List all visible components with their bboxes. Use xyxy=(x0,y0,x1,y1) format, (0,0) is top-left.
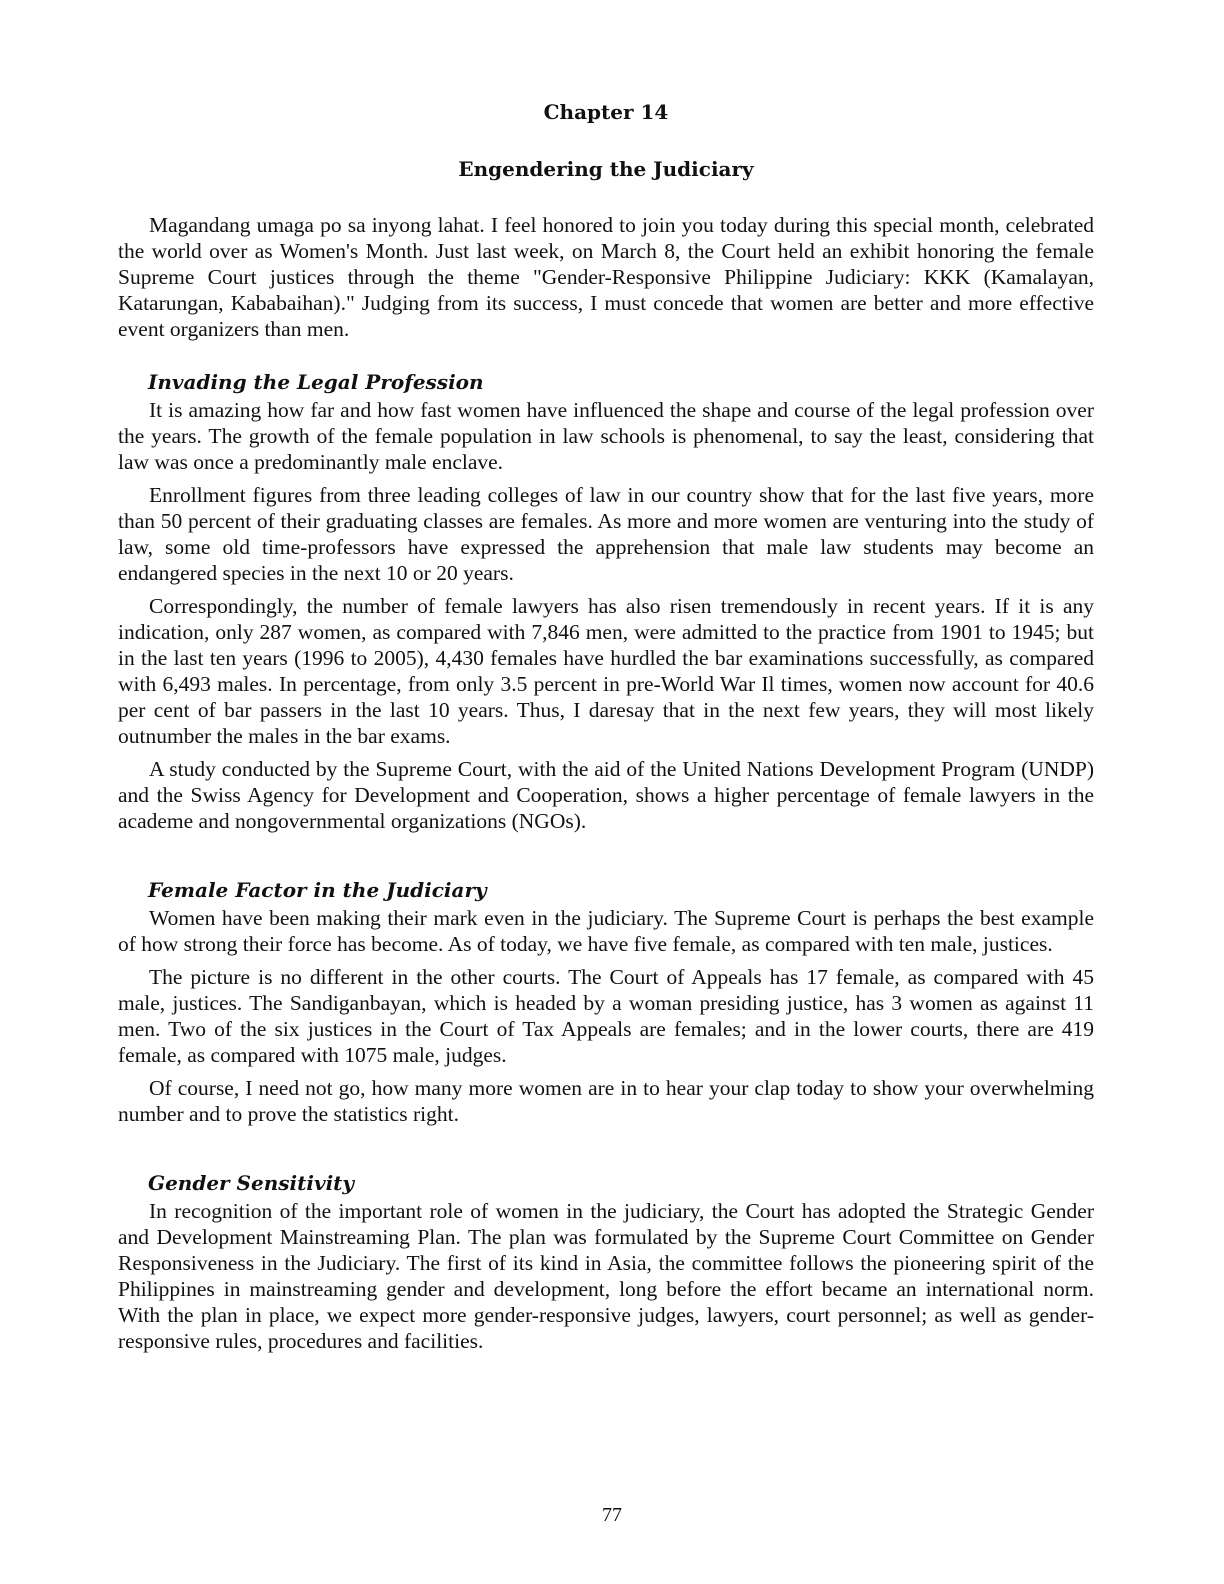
section-heading: Invading the Legal Profession xyxy=(148,370,484,394)
body-paragraph: Correspondingly, the number of female lawyers has also risen tremendously in recent years. If it is any indication, only 287 women, as compared with 7,846 men, were admitted to the practice from 1901 to 1945; but in the last ten years (1996 to 2005), 4,430 females have hurdled the bar examinations successfully, as compared with 6,493 males. In percentage, from only 3.5 percent in pre-World War Il times, women now account for 40.6 per cent of bar passers in the last 10 years. Thus, I daresay that in the next few years, they will most likely outnumber the males in the bar exams. xyxy=(118,594,1094,748)
section-heading: Gender Sensitivity xyxy=(148,1171,355,1195)
body-paragraph: Women have been making their mark even in the judiciary. The Supreme Court is perhaps the best example of how strong their force has become. As of today, we have five female, as compared with ten male, justices. xyxy=(118,906,1094,956)
section-female-factor xyxy=(118,877,1094,1127)
intro-paragraph: Magandang umaga po sa inyong lahat. I feel honored to join you today during this special month, celebrated the world over as Women's Month. Just last week, on March 8, the Court held an exhibit honoring the female Supreme Court justices through the theme "Gender-Responsive Philippine Judiciary: KKK (Kamalayan, Katarungan, Kababaihan)." Judging from its success, I must concede that women are better and more effective event organizers than men. xyxy=(118,213,1094,341)
body-paragraph: It is amazing how far and how fast women have influenced the shape and course of the legal profession over the years. The growth of the female population in law schools is phenomenal, to say the least, considering that law was once a predominantly male enclave. xyxy=(118,398,1094,474)
page-content xyxy=(118,100,1094,1361)
body-paragraph: A study conducted by the Supreme Court, with the aid of the United Nations Development Program (UNDP) and the Swiss Agency for Development and Cooperation, shows a higher percentage of female lawyers in the academe and nongovernmental organizations (NGOs). xyxy=(118,757,1094,833)
body-paragraph: In recognition of the important role of women in the judiciary, the Court has adopted the Strategic Gender and Development Mainstreaming Plan. The plan was formulated by the Supreme Court Committee on Gender Responsiveness in the Judiciary. The first of its kind in Asia, the committee follows the pioneering spirit of the Philippines in mainstreaming gender and development, long before the effort became an international norm. With the plan in place, we expect more gender-responsive judges, lawyers, court personnel; as well as gender-responsive rules, procedures and facilities. xyxy=(118,1199,1094,1353)
section-invading-legal-profession xyxy=(118,369,1094,834)
page-number: 77 xyxy=(602,1504,622,1526)
body-paragraph: The picture is no different in the other courts. The Court of Appeals has 17 female, as compared with 45 male, justices. The Sandiganbayan, which is headed by a woman presiding justice, has 3 women as against 11 men. Two of the six justices in the Court of Tax Appeals are females; and in the lower courts, there are 419 female, as compared with 1075 male, judges. xyxy=(118,965,1094,1067)
body-paragraph: Enrollment figures from three leading colleges of law in our country show that for the last five years, more than 50 percent of their graduating classes are females. As more and more women are venturing into the study of law, some old time-professors have expressed the apprehension that male law students may become an endangered species in the next 10 or 20 years. xyxy=(118,483,1094,585)
section-heading: Female Factor in the Judiciary xyxy=(148,878,487,902)
body-paragraph: Of course, I need not go, how many more women are in to hear your clap today to show your overwhelming number and to prove the statistics right. xyxy=(118,1076,1094,1126)
chapter-label: Chapter 14 xyxy=(543,100,669,124)
chapter-title: Engendering the Judiciary xyxy=(458,157,754,181)
section-gender-sensitivity xyxy=(118,1170,1094,1354)
